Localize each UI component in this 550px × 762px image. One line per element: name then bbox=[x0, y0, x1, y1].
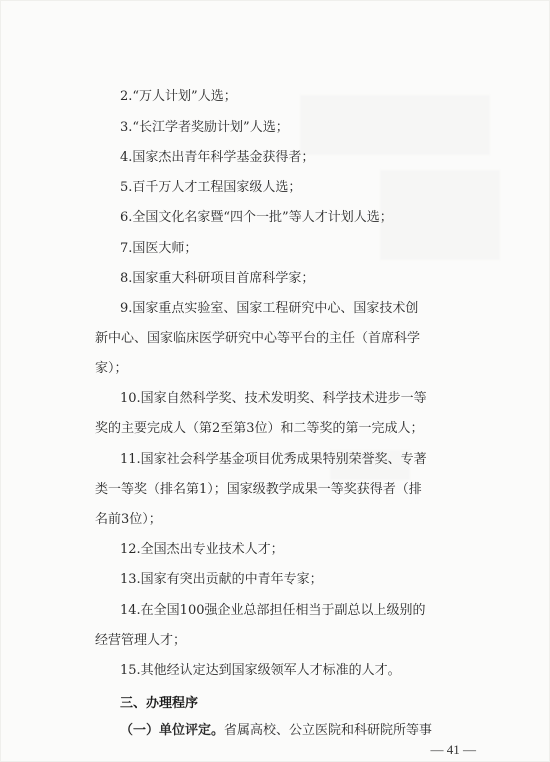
list-item-continuation: 奖的主要完成人（第2至第3位）和二等奖的第一完成人； bbox=[95, 421, 424, 436]
list-item: 7.国医大师； bbox=[120, 241, 198, 256]
list-item-continuation: 经营管理人才； bbox=[95, 633, 187, 648]
list-item: 4.国家杰出青年科学基金获得者； bbox=[120, 150, 315, 165]
bleed-through-artifact bbox=[380, 170, 500, 260]
list-item: 12.全国杰出专业技术人才； bbox=[120, 542, 284, 557]
section-heading: 三、办理程序 bbox=[120, 696, 199, 711]
page-number: — 41 — bbox=[430, 742, 476, 757]
sub-heading-label: （一）单位评定。 bbox=[120, 723, 225, 738]
list-item: 13.国家有突出贡献的中青年专家； bbox=[120, 572, 323, 587]
sub-heading-text: 省属高校、公立医院和科研院所等事 bbox=[224, 723, 433, 738]
bleed-through-artifact bbox=[300, 95, 490, 155]
list-item: 10.国家自然科学奖、技术发明奖、科学技术进步一等 bbox=[120, 391, 427, 406]
list-item: 15.其他经认定达到国家级领军人才标准的人才。 bbox=[120, 663, 401, 678]
list-item-continuation: 新中心、国家临床医学研究中心等平台的主任（首席科学 bbox=[95, 331, 421, 346]
sub-heading-line bbox=[120, 722, 432, 740]
list-item: 3.“长江学者奖励计划”人选； bbox=[120, 120, 289, 135]
list-item: 2.“万人计划”人选； bbox=[120, 89, 237, 104]
list-item-continuation: 名前3位）； bbox=[95, 512, 162, 527]
list-item: 11.国家社会科学基金项目优秀成果特别荣誉奖、专著 bbox=[120, 452, 427, 467]
list-item: 8.国家重大科研项目首席科学家； bbox=[120, 271, 315, 286]
list-item: 9.国家重点实验室、国家工程研究中心、国家技术创 bbox=[120, 301, 419, 316]
list-item-continuation: 类一等奖（排名第1）；国家级教学成果一等奖获得者（排 bbox=[95, 482, 422, 497]
list-item-continuation: 家）； bbox=[95, 361, 128, 376]
list-item: 5.百千万人才工程国家级人选； bbox=[120, 180, 302, 195]
list-item: 6.全国文化名家暨“四个一批”等人才计划人选； bbox=[120, 210, 393, 225]
list-item: 14.在全国100强企业总部担任相当于副总以上级别的 bbox=[120, 603, 426, 618]
